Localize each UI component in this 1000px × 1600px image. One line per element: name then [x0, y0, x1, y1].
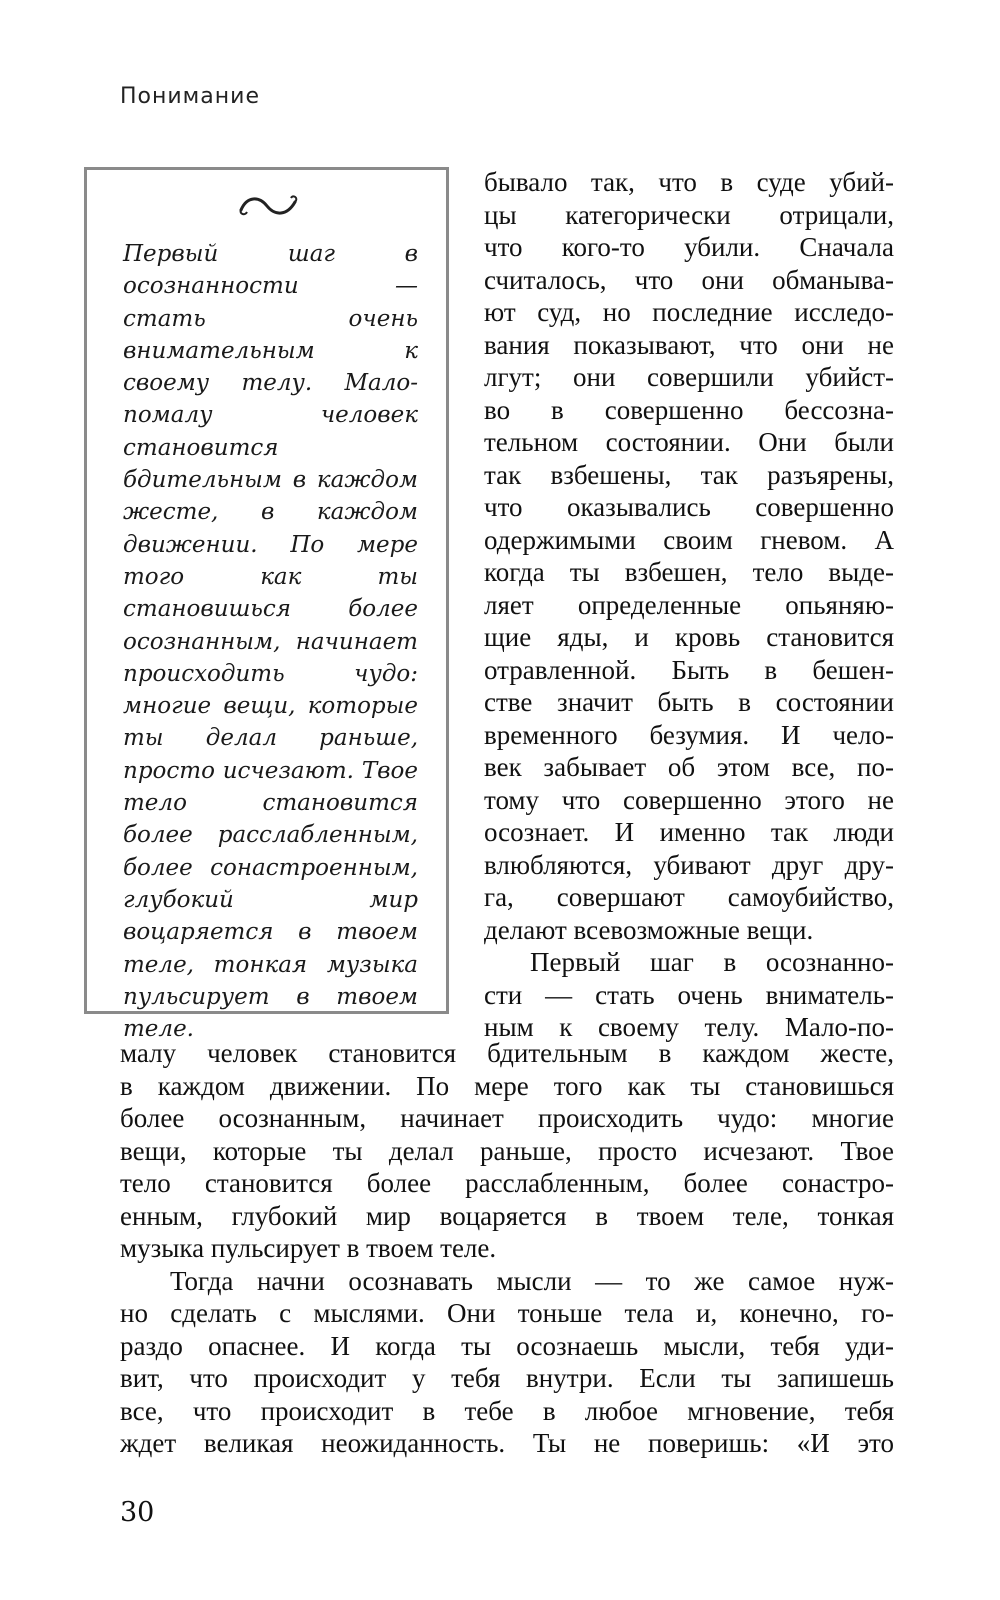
- text-line: щие яды, и кровь становится: [484, 622, 894, 652]
- text-line: тело становится более расслабленным, более сонастро-: [120, 1168, 894, 1198]
- sidebar-quote-text: Первый шаг в осознанности — стать очень внимательным к своему телу. Мало-помалу человек становится бдительным в каждом жесте, в каждом движении. По мере того как ты становишься более осознанным, начинает происходить чудо: многие вещи, которые ты делал раньше, просто исчезают. Твое тело становится более расслабленным, более сонастроенным, глубокий мир воцаряется в твоем теле, тонкая музыка пульсирует в твоем теле.: [123, 241, 418, 1043]
- text-line: раздо опаснее. И когда ты осознаешь мысли, тебя уди-: [120, 1330, 894, 1361]
- text-line: все, что происходит в тебе в любое мгновение, тебя: [120, 1395, 894, 1426]
- text-line: стве значит быть в состоянии: [484, 687, 894, 717]
- text-line: делают всевозможные вещи.: [484, 914, 814, 945]
- page-number: 30: [120, 1497, 155, 1528]
- text-line: ляет определенные опьяняю-: [484, 589, 894, 620]
- text-line: но сделать с мыслями. Они тоньше тела и, конечно, го-: [120, 1298, 894, 1328]
- text-line: тельном состоянии. Они были: [484, 427, 894, 457]
- text-line: более осознанным, начинает происходить чудо: многие: [120, 1103, 894, 1133]
- text-line: что оказывались совершенно: [484, 492, 894, 522]
- text-line: во в совершенно бессозна-: [484, 394, 894, 425]
- text-line: так взбешены, так разъярены,: [484, 459, 894, 490]
- text-line: цы категорически отрицали,: [484, 199, 894, 230]
- text-line: ждет великая неожиданность. Ты не поверишь: «И это: [120, 1428, 894, 1458]
- text-line: музыка пульсирует в твоем теле.: [120, 1233, 497, 1263]
- text-line: га, совершают самоубийство,: [484, 882, 894, 912]
- text-line: малу человек становится бдительным в каждом жесте,: [120, 1038, 894, 1068]
- text-line: ют суд, но последние исследо-: [484, 297, 894, 327]
- text-line: что кого-то убили. Сначала: [484, 232, 894, 262]
- text-line: влюбляются, убивают друг дру-: [484, 849, 894, 880]
- text-line: вещи, которые ты делал раньше, просто исчезают. Твое: [120, 1135, 894, 1166]
- text-line: осознает. И именно так люди: [484, 817, 894, 847]
- running-title: Понимание: [120, 84, 260, 109]
- body-text-full-width: [120, 1037, 894, 1460]
- body-text-column: [484, 166, 894, 1044]
- text-line: енным, глубокий мир воцаряется в твоем теле, тонкая: [120, 1200, 894, 1231]
- text-line: тому что совершенно этого не: [484, 784, 894, 815]
- text-line: век забывает об этом все, по-: [484, 752, 894, 782]
- swirl-ornament-icon: [237, 188, 301, 224]
- text-line: считалось, что они обманыва-: [484, 264, 894, 295]
- text-line: бывало так, что в суде убий-: [484, 167, 894, 197]
- text-line: сти — стать очень вниматель-: [484, 979, 894, 1010]
- text-line: вит, что происходит у тебя внутри. Если ты запишешь: [120, 1363, 894, 1393]
- text-line: лгут; они совершили убийст-: [484, 362, 894, 392]
- sidebar-quote-box: [84, 167, 449, 1043]
- text-line: вания показывают, что они не: [484, 329, 894, 360]
- text-line: ным к своему телу. Мало-по-: [484, 1012, 894, 1042]
- text-line: отравленной. Быть в бешен-: [484, 654, 894, 685]
- text-line: одержимыми своим гневом. А: [484, 524, 894, 555]
- text-line: Первый шаг в осознанно-: [530, 947, 894, 977]
- text-line: в каждом движении. По мере того как ты становишься: [120, 1070, 894, 1101]
- text-line: когда ты взбешен, тело выде-: [484, 557, 894, 587]
- text-line: временного безумия. И чело-: [484, 719, 894, 750]
- text-line: Тогда начни осознавать мысли — то же самое нуж-: [170, 1265, 894, 1296]
